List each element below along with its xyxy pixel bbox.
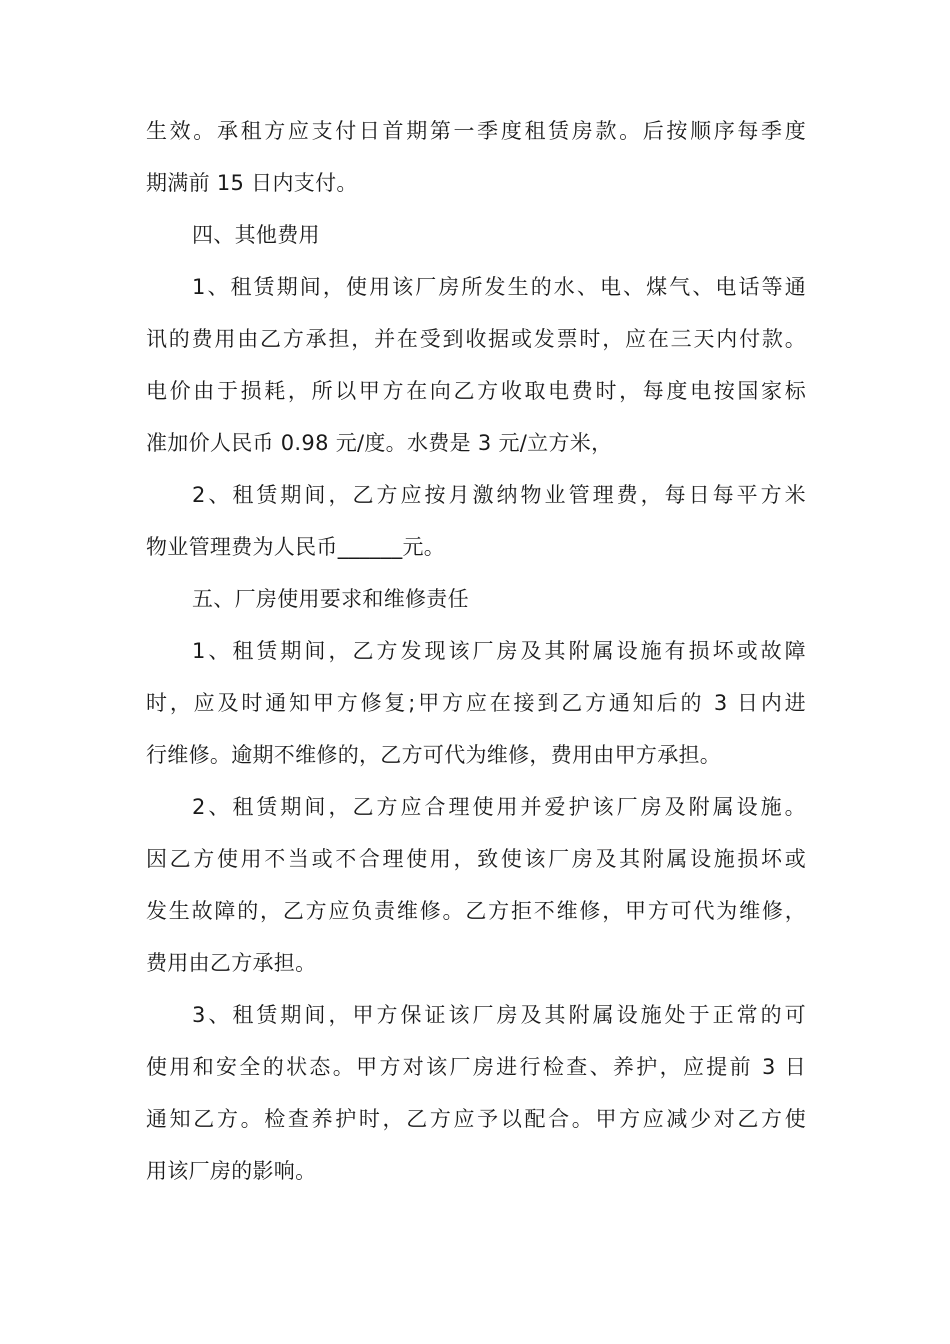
- text-line: 2、租赁期间，乙方应合理使用并爱护该厂房及附属设施。: [192, 795, 806, 819]
- text-line: 使用和安全的状态。甲方对该厂房进行检查、养护，应提前 3 日: [146, 1055, 806, 1079]
- text-line: 准加价人民币 0.98 元/度。水费是 3 元/立方米，: [146, 431, 613, 455]
- section-heading: 五、厂房使用要求和维修责任: [192, 587, 469, 611]
- text-line: 1、租赁期间，乙方发现该厂房及其附属设施有损坏或故障: [192, 639, 806, 663]
- text-line: 用该厂房的影响。: [146, 1159, 317, 1183]
- text-line: 物业管理费为人民币______元。: [146, 535, 446, 559]
- text-line: 讯的费用由乙方承担，并在受到收据或发票时，应在三天内付款。: [146, 327, 806, 351]
- text-line: 因乙方使用不当或不合理使用，致使该厂房及其附属设施损坏或: [146, 847, 806, 871]
- text-line: 通知乙方。检查养护时，乙方应予以配合。甲方应减少对乙方使: [146, 1107, 806, 1131]
- text-line: 2、租赁期间，乙方应按月激纳物业管理费，每日每平方米: [192, 483, 806, 507]
- text-line: 3、租赁期间，甲方保证该厂房及其附属设施处于正常的可: [192, 1003, 806, 1027]
- text-line: 发生故障的，乙方应负责维修。乙方拒不维修，甲方可代为维修，: [146, 899, 806, 923]
- text-line: 时，应及时通知甲方修复;甲方应在接到乙方通知后的 3 日内进: [146, 691, 806, 715]
- text-line: 生效。承租方应支付日首期第一季度租赁房款。后按顺序每季度: [146, 119, 806, 143]
- text-line: 费用由乙方承担。: [146, 951, 317, 975]
- document-body: [146, 105, 806, 1197]
- text-line: 期满前 15 日内支付。: [146, 171, 358, 195]
- text-line: 行维修。逾期不维修的，乙方可代为维修，费用由甲方承担。: [146, 743, 722, 767]
- text-line: 电价由于损耗，所以甲方在向乙方收取电费时，每度电按国家标: [146, 379, 806, 403]
- text-line: 1、租赁期间，使用该厂房所发生的水、电、煤气、电话等通: [192, 275, 806, 299]
- section-heading: 四、其他费用: [192, 223, 320, 247]
